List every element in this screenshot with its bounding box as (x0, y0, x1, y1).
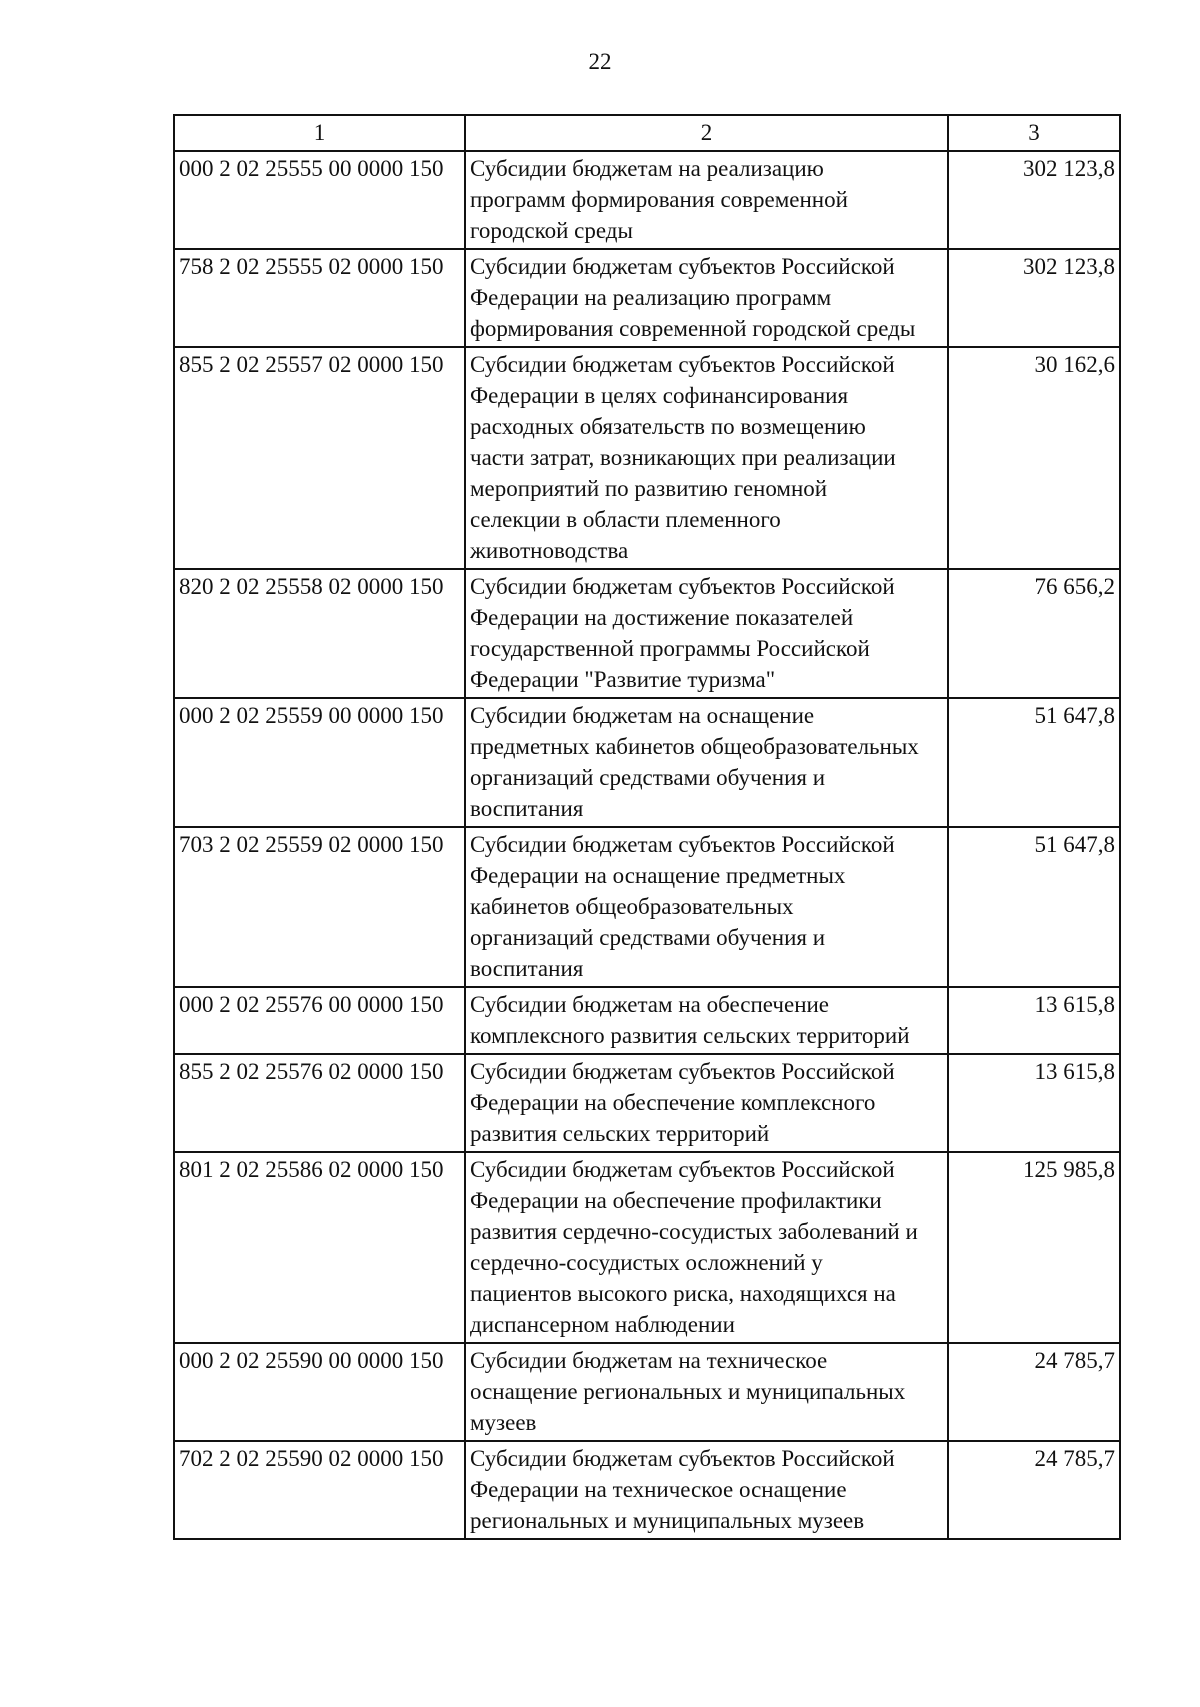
description-line: Субсидии бюджетам на обеспечение (470, 992, 830, 1017)
description-line: мероприятий по развитию геномной (470, 476, 828, 501)
description-line: Субсидии бюджетам на оснащение (470, 703, 815, 728)
description-line: диспансерном наблюдении (470, 1312, 735, 1337)
table-row (174, 1152, 1120, 1343)
description-line: формирования современной городской среды (470, 316, 916, 341)
amount-cell: 13 615,8 (948, 987, 1120, 1054)
description-line: Субсидии бюджетам субъектов Российской (470, 1157, 895, 1182)
budget-code-cell: 820 2 02 25558 02 0000 150 (174, 569, 465, 698)
budget-code-cell: 000 2 02 25576 00 0000 150 (174, 987, 465, 1054)
column-header-description: 2 (465, 115, 948, 151)
description-cell (465, 698, 948, 827)
description-line: Субсидии бюджетам на техническое (470, 1348, 828, 1373)
amount-cell: 302 123,8 (948, 249, 1120, 347)
description-cell (465, 1441, 948, 1539)
budget-table (173, 114, 1121, 1540)
description-line: Федерации на реализацию программ (470, 285, 832, 310)
description-line: пациентов высокого риска, находящихся на (470, 1281, 896, 1306)
column-header-amount: 3 (948, 115, 1120, 151)
description-cell (465, 1152, 948, 1343)
description-cell (465, 347, 948, 569)
table-row (174, 1441, 1120, 1539)
table-row (174, 1054, 1120, 1152)
table-header-row (174, 115, 1120, 151)
description-line: селекции в области племенного (470, 507, 781, 532)
description-cell (465, 151, 948, 249)
description-line: организаций средствами обучения и (470, 925, 826, 950)
amount-cell: 51 647,8 (948, 698, 1120, 827)
amount-cell: 302 123,8 (948, 151, 1120, 249)
amount-cell: 125 985,8 (948, 1152, 1120, 1343)
description-line: части затрат, возникающих при реализации (470, 445, 896, 470)
description-cell (465, 827, 948, 987)
description-line: Федерации "Развитие туризма" (470, 667, 776, 692)
budget-code-cell: 000 2 02 25590 00 0000 150 (174, 1343, 465, 1441)
description-line: музеев (470, 1410, 537, 1435)
description-line: организаций средствами обучения и (470, 765, 826, 790)
description-line: Субсидии бюджетам субъектов Российской (470, 352, 895, 377)
page-number: 22 (588, 49, 612, 74)
amount-cell: 24 785,7 (948, 1441, 1120, 1539)
amount-cell: 30 162,6 (948, 347, 1120, 569)
description-line: Федерации в целях софинансирования (470, 383, 849, 408)
budget-code-cell: 000 2 02 25555 00 0000 150 (174, 151, 465, 249)
column-header-code: 1 (174, 115, 465, 151)
description-cell (465, 569, 948, 698)
description-cell (465, 987, 948, 1054)
description-line: кабинетов общеобразовательных (470, 894, 794, 919)
description-line: Федерации на обеспечение профилактики (470, 1188, 882, 1213)
description-line: городской среды (470, 218, 633, 243)
description-line: предметных кабинетов общеобразовательных (470, 734, 919, 759)
description-line: Федерации на оснащение предметных (470, 863, 846, 888)
budget-code-cell: 801 2 02 25586 02 0000 150 (174, 1152, 465, 1343)
description-line: Федерации на обеспечение комплексного (470, 1090, 876, 1115)
table-row (174, 569, 1120, 698)
description-line: государственной программы Российской (470, 636, 870, 661)
description-line: региональных и муниципальных музеев (470, 1508, 865, 1533)
description-line: комплексного развития сельских территорий (470, 1023, 910, 1048)
description-line: воспитания (470, 796, 584, 821)
table-body (174, 151, 1120, 1539)
description-cell (465, 1054, 948, 1152)
description-cell (465, 249, 948, 347)
description-line: программ формирования современной (470, 187, 848, 212)
description-line: Федерации на техническое оснащение (470, 1477, 847, 1502)
table-row (174, 347, 1120, 569)
budget-code-cell: 000 2 02 25559 00 0000 150 (174, 698, 465, 827)
description-line: сердечно-сосудистых осложнений у (470, 1250, 823, 1275)
amount-cell: 51 647,8 (948, 827, 1120, 987)
amount-cell: 24 785,7 (948, 1343, 1120, 1441)
budget-code-cell: 702 2 02 25590 02 0000 150 (174, 1441, 465, 1539)
table-row (174, 987, 1120, 1054)
description-line: животноводства (470, 538, 629, 563)
amount-cell: 76 656,2 (948, 569, 1120, 698)
description-line: Субсидии бюджетам субъектов Российской (470, 254, 895, 279)
description-line: воспитания (470, 956, 584, 981)
description-line: развития сердечно-сосудистых заболеваний и (470, 1219, 918, 1244)
description-line: оснащение региональных и муниципальных (470, 1379, 906, 1404)
budget-code-cell: 758 2 02 25555 02 0000 150 (174, 249, 465, 347)
description-line: Субсидии бюджетам субъектов Российской (470, 832, 895, 857)
description-line: Субсидии бюджетам субъектов Российской (470, 574, 895, 599)
budget-code-cell: 703 2 02 25559 02 0000 150 (174, 827, 465, 987)
budget-code-cell: 855 2 02 25576 02 0000 150 (174, 1054, 465, 1152)
amount-cell: 13 615,8 (948, 1054, 1120, 1152)
description-cell (465, 1343, 948, 1441)
table-row (174, 698, 1120, 827)
description-line: расходных обязательств по возмещению (470, 414, 866, 439)
description-line: Субсидии бюджетам на реализацию (470, 156, 824, 181)
table-row (174, 827, 1120, 987)
table-row (174, 1343, 1120, 1441)
description-line: Субсидии бюджетам субъектов Российской (470, 1446, 895, 1471)
description-line: Субсидии бюджетам субъектов Российской (470, 1059, 895, 1084)
description-line: развития сельских территорий (470, 1121, 770, 1146)
description-line: Федерации на достижение показателей (470, 605, 854, 630)
table-row (174, 249, 1120, 347)
budget-code-cell: 855 2 02 25557 02 0000 150 (174, 347, 465, 569)
table-row (174, 151, 1120, 249)
